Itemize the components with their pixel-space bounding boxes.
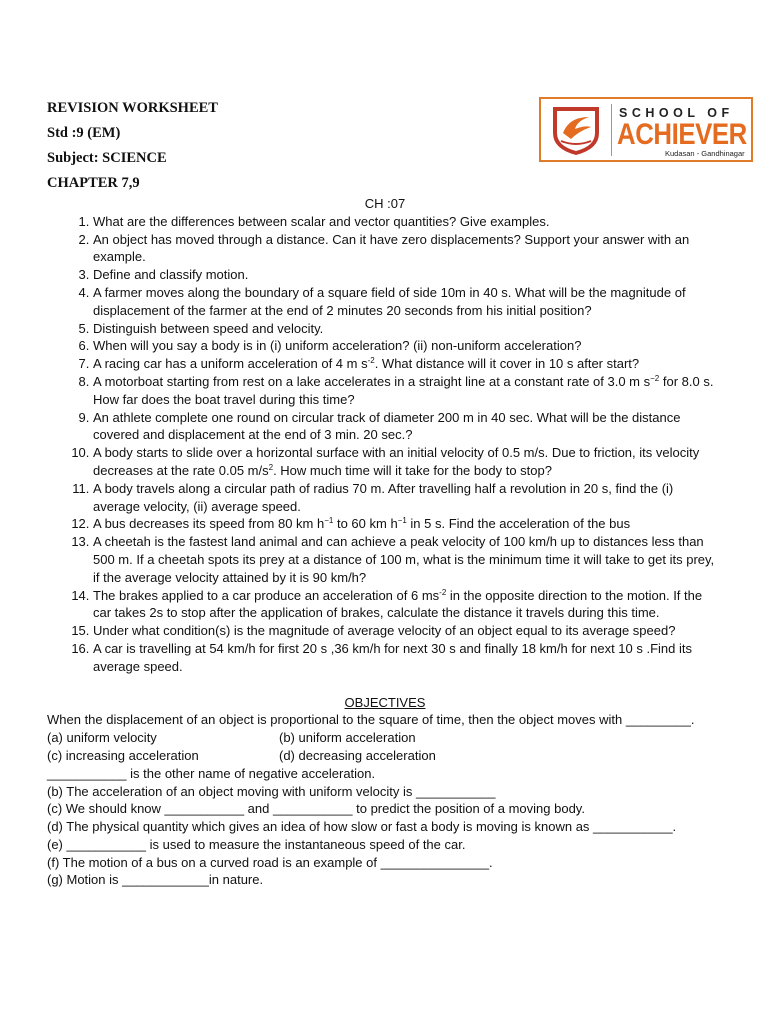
logo-school-of: SCHOOL OF [619,106,734,120]
question-item: 2. An object has moved through a distance. Can it have zero displacements? Support your answer with an example. [93,231,723,267]
question-item: 14. The brakes applied to a car produce an acceleration of 6 $ms^{-2}$ in the opposite direction to the motion. If the car takes 2s to stop after the application of brakes, calculate the distance it travels during this time. [93,587,723,623]
fill-blank-line: (d) The physical quantity which gives an idea of how slow or fast a body is moving is known as ___________. [47,819,677,835]
option-d: (d) decreasing acceleration [279,747,436,763]
logo-achiever: ACHIEVER [617,118,747,151]
logo-divider [611,104,612,156]
fill-blank-line: (e) ___________ is used to measure the instantaneous speed of the car. [47,836,466,852]
question-item: 5. Distinguish between speed and velocity. [93,320,723,338]
question-item: 4. A farmer moves along the boundary of a square field of side 10m in 40 s. What will be the magnitude of displacement of the farmer at the end of 2 minutes 20 seconds from his initial position? [93,284,723,320]
chapter-label: CHAPTER 7,9 [47,175,140,191]
standard-label: Std :9 (EM) [47,125,121,141]
question-item: 1. What are the differences between scalar and vector quantities? Give examples. [93,213,723,231]
option-c: (c) increasing acceleration [47,747,199,763]
objectives-section [47,711,723,889]
question-list [47,213,723,676]
question-item: 16. A car is travelling at 54 km/h for first 20 s ,36 km/h for next 30 s and finally 18 km/h for next 10 s .Find its average speed. [93,640,723,676]
question-item: 6. When will you say a body is in (i) uniform acceleration? (ii) non-uniform acceleration? [93,337,723,355]
objective-question-a: When the displacement of an object is proportional to the square of time, then the object moves with _________. [47,712,695,728]
logo-location: Kudasan - Gandhinagar [665,149,745,158]
question-item: 3. Define and classify motion. [93,266,723,284]
question-item: 13. A cheetah is the fastest land animal and can achieve a peak velocity of 100 km/h up to distances less than 500 m. If a cheetah spots its prey at a distance of 100 m, what is the minimum time it will take to get its prey, if the average velocity attained by it is 90 km/h? [93,533,723,586]
question-item: 12. A bus decreases its speed from 80 km $h^{-1}$ to 60 km $h^{-1}$ in 5 s. Find the acceleration of the bus [93,515,723,533]
fill-blank-line: (g) Motion is ____________in nature. [47,872,264,888]
question-item: 9. An athlete complete one round on circular track of diameter 200 m in 40 sec. What will be the distance covered and displacement at the end of 3 min. 20 sec.? [93,409,723,445]
fill-blank-line: (f) The motion of a bus on a curved road is an example of _______________. [47,854,493,870]
options-row [47,729,723,747]
subject-label: Subject: SCIENCE [47,150,167,166]
fill-blank-line: (b) The acceleration of an object moving with uniform velocity is ___________ [47,783,496,799]
worksheet-header [47,96,218,196]
option-b: (b) uniform acceleration [279,730,416,746]
school-logo [539,97,753,162]
question-item: 10. A body starts to slide over a horizontal surface with an initial velocity of 0.5 m/s. Due to friction, its velocity decreases at the rate 0.05 $m/s^2$. How much time will it take for the body to stop? [93,444,723,480]
worksheet-title: REVISION WORKSHEET [47,100,218,116]
question-item: 7. A racing car has a uniform acceleration of 4 m $s^{-2}$. What distance will it cover in 10 s after start? [93,355,723,373]
chapter-heading: CH :07 [364,196,406,211]
shield-bird-icon [547,103,605,157]
worksheet-body [47,195,723,889]
question-item: 8. A motorboat starting from rest on a lake accelerates in a straight line at a constant rate of 3.0 m $s^{-2}$ for 8.0 s. How far does the boat travel during this time? [93,373,723,409]
objectives-heading: OBJECTIVES [344,694,426,710]
fill-blank-line: (c) We should know ___________ and ___________ to predict the position of a moving body. [47,801,585,817]
options-row [47,747,723,765]
question-item: 15. Under what condition(s) is the magnitude of average velocity of an object equal to its average speed? [93,622,723,640]
question-item: 11. A body travels along a circular path of radius 70 m. After travelling half a revolution in 20 s, find the (i) average velocity, (ii) average speed. [93,480,723,516]
fill-blank-line: ___________ is the other name of negative acceleration. [47,765,376,781]
option-a: (a) uniform velocity [47,730,157,746]
